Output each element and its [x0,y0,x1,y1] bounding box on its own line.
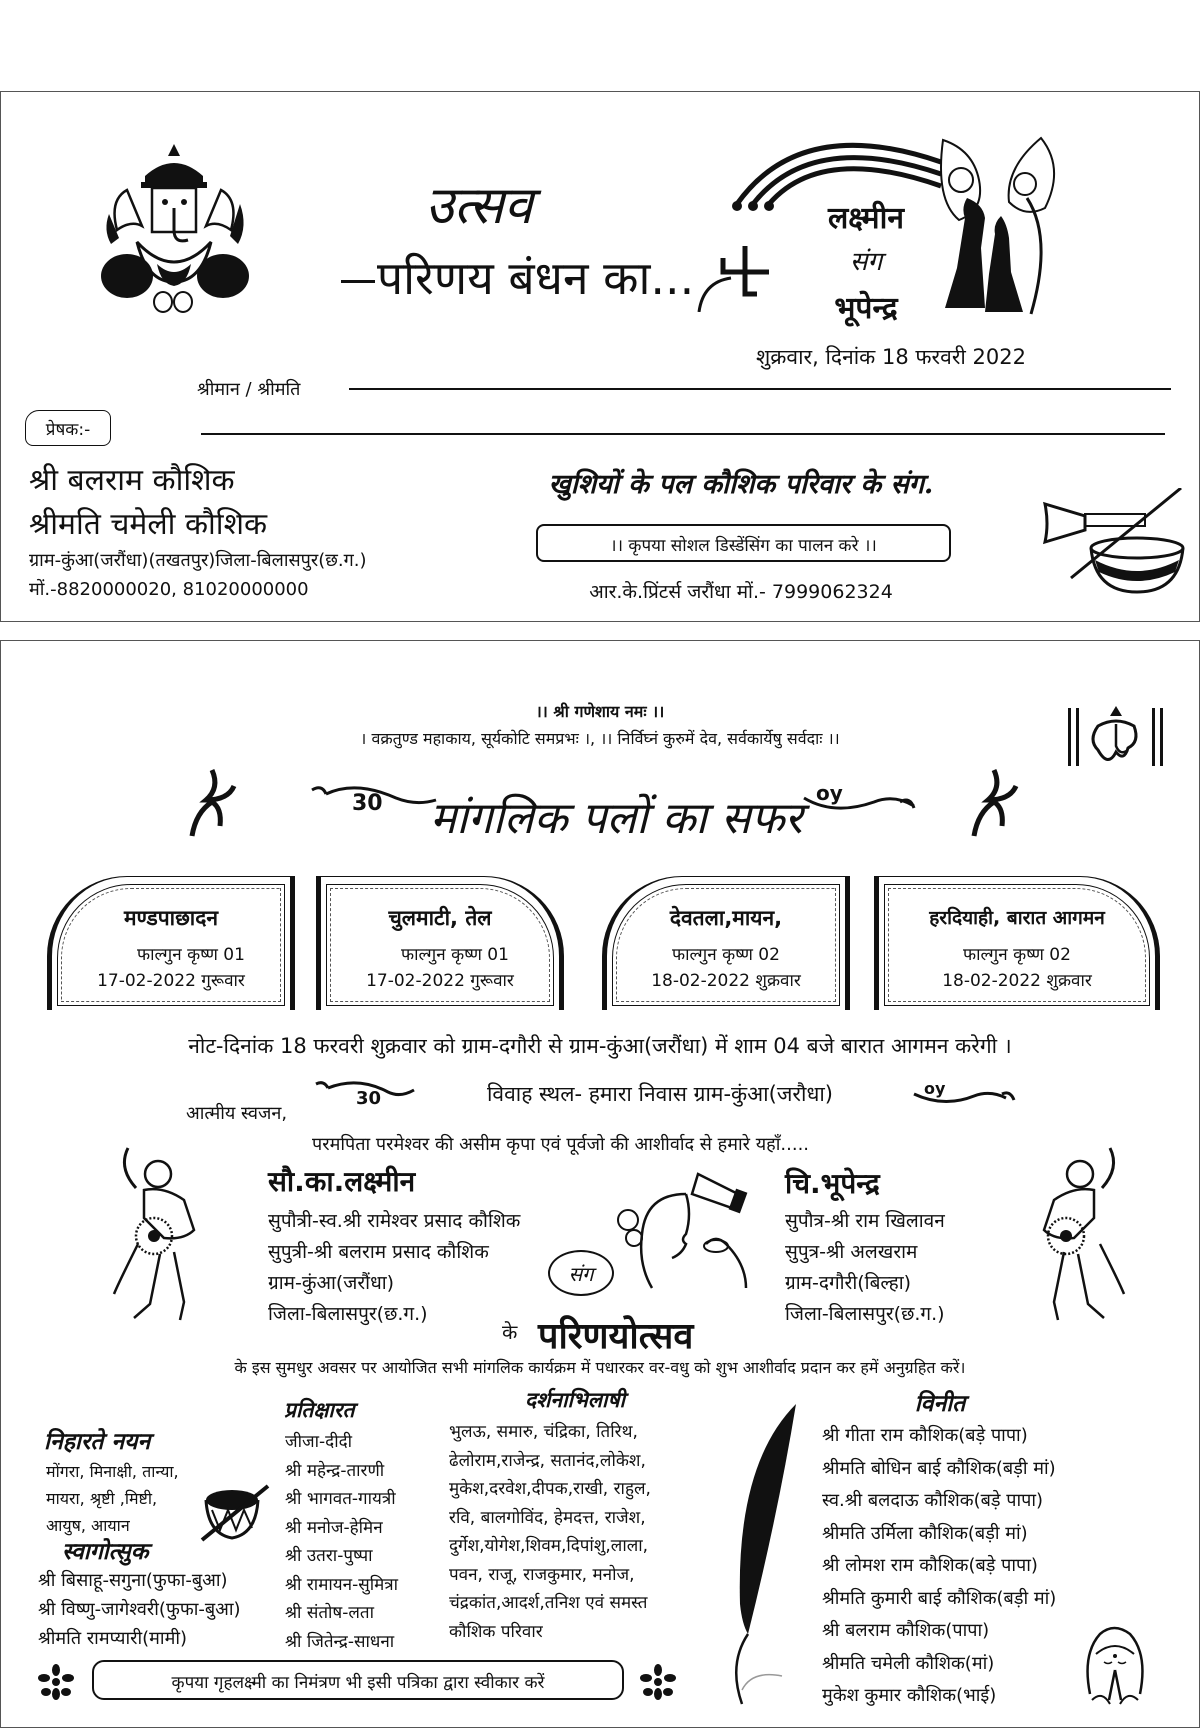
ke-word: के [502,1320,518,1344]
list-item: श्री रामायन-सुमित्रा [285,1574,399,1595]
ganesha-invocation: ।। श्री गणेशाय नमः ।। [535,702,665,721]
bride-details [268,1206,520,1330]
ganesha-icon [97,144,252,314]
bride-detail-line: जिला-बिलासपुर(छ.ग.) [268,1303,428,1325]
blessing-line: परमपिता परमेश्वर की असीम कृपा एवं पूर्वजो की आशीर्वाद से हमारे यहाँ..... [312,1134,810,1155]
svg-text:30: 30 [352,791,383,816]
bride-name: सौ.का.लक्ष्मीन [268,1165,416,1198]
list-item: श्री उतरा-पुष्पा [285,1546,373,1566]
mangalik-heading: मांगलिक पलों का सफर [430,793,803,844]
bride-detail-line: सुपुत्री-श्री बलराम प्रसाद कौशिक [268,1241,489,1263]
printer-credit: आर.के.प्रिंटर्स जरौंधा मों.- 7999062324 [589,581,893,603]
list-item: श्री लोमश राम कौशिक(बड़े पापा) [822,1555,1038,1576]
vineet-list [822,1420,1056,1713]
addressee-line-2[interactable] [201,433,1165,435]
swagatotsuk-list [38,1566,241,1653]
swastik-right-icon [970,768,1020,838]
bride-face-hands-icon [606,1164,756,1294]
list-item: मायरा, श्रृष्टी ,मिष्टी, [46,1489,158,1508]
social-distancing-note-box: ।। कृपया सोशल डिस्डेंसिंग का पालन करे ।। [536,524,951,562]
flower-right-icon [640,1664,676,1700]
venue-swirl-right [910,1076,1020,1108]
list-item: श्री मनोज-हेमिन [285,1517,383,1538]
darshanabhilashi-heading: दर्शनाभिलाषी [525,1387,625,1412]
list-item: मोंगरा, मिनाक्षी, तान्या, [46,1462,179,1481]
groom-detail-line: ग्राम-दगौरी(बिल्हा) [785,1272,912,1294]
list-item: दुर्गेश,योगेश,शिवम,दिपांशु,लाला, [449,1536,649,1556]
swagatotsuk-heading: स्वागोत्सुक [62,1538,149,1565]
list-item: श्रीमति कुमारी बाई कौशिक(बड़ी मां) [822,1587,1057,1609]
groom-name: चि.भूपेन्द्र [785,1167,880,1200]
sender-label-box: प्रेषक:- [25,410,111,446]
event-card-2: चुलमाटी, तेल फाल्गुन कृष्ण 01 17-02-2022 गुरूवार [316,876,564,1010]
list-item: श्री बलराम कौशिक(पापा) [822,1620,990,1641]
sender-address: ग्राम-कुंआ(जरौंधा)(तखतपुर)जिला-बिलासपुर(छ.ग.) [29,550,367,571]
list-item: श्री भागवत-गायत्री [285,1489,396,1509]
list-item: ढेलोराम,राजेन्द्र, सतानंद,लोकेश, [449,1450,646,1471]
bride-name-cover: लक्ष्मीन [827,201,905,236]
ganesha-small-icon [1066,702,1166,768]
list-item: पवन, राजू, राजकुमार, मनोज, [449,1564,635,1585]
swirl-right-decoration [800,780,920,820]
venue-line: विवाह स्थल- हमारा निवास ग्राम-कुंआ(जरौधा) [486,1082,833,1106]
dhol-dancer-left-icon [108,1144,218,1324]
shehnai-drum-icon [1041,488,1191,598]
dhol-instrument-icon [198,1480,274,1546]
list-item: श्रीमति उर्मिला कौशिक(बड़ी मां) [822,1522,1028,1544]
swastik-icon [697,242,777,312]
groom-detail-line: सुपुत्र-श्री अलखराम [785,1241,918,1263]
quill-feather-icon [716,1400,806,1710]
vineet-heading: विनीत [914,1390,966,1417]
venue-swirl-left [312,1076,422,1108]
groom-detail-line: जिला-बिलासपुर(छ.ग.) [785,1303,945,1325]
sang-script: संग [849,247,883,277]
sender-name-2: श्रीमति चमेली कौशिक [29,507,268,542]
list-item: श्री बिसाहू-सगुना(फुफा-बुआ) [38,1570,228,1591]
list-item: श्री गीता राम कौशिक(बड़े पापा) [822,1425,1028,1446]
wedding-date: शुक्रवार, दिनांक 18 फरवरी 2022 [756,345,1026,369]
pratiksharat-heading: प्रतिक्षारत [284,1397,355,1422]
event-card-4: हरदियाही, बारात आगमन फाल्गुन कृष्ण 02 18-02-2022 शुक्रवार [874,876,1160,1010]
event-card-1: मण्डपाछादन फाल्गुन कृष्ण 01 17-02-2022 गुरूवार [47,876,295,1010]
radha-krishna-silhouette-icon [931,128,1067,318]
list-item: श्रीमति बोधिन बाई कौशिक(बड़ी मां) [822,1457,1056,1479]
svg-text:oy: oy [816,781,843,805]
list-item: रवि, बालगोविंद, हेमदत्त, राजेश, [449,1507,646,1528]
sender-phone: मों.-8820000020, 81020000000 [29,579,309,600]
groom-name-cover: भूपेन्द्र [834,291,898,326]
list-item: चंद्रकांत,आदर्श,तनिश एवं समस्त [449,1593,648,1613]
request-line: के इस सुमधुर अवसर पर आयोजित सभी मांगलिक कार्यक्रम में पधारकर वर-वधु को शुभ आशीर्वाद प्रदान कर हमें अनुग्रहित करें। [234,1358,966,1377]
list-item: श्री संतोष-लता [285,1603,375,1623]
utsav-script-title: उत्सव [425,176,533,236]
niharte-nayan-list [46,1458,179,1539]
shloka-line: । वक्रतुण्ड महाकाय, सूर्यकोटि समप्रभः ।, ।। निर्विघ्नं कुरुमें देव, सर्वकार्येषु सर्वदाः ।। [360,729,840,748]
addressee-label: श्रीमान / श्रीमति [197,379,301,400]
list-item: जीजा-दीदी [285,1432,353,1452]
swirl-left-decoration [308,780,438,820]
list-item: स्व.श्री बलदाऊ कौशिक(बड़े पापा) [822,1490,1044,1511]
bride-detail-line: ग्राम-कुंआ(जरौंधा) [268,1272,395,1294]
flower-left-icon [38,1664,74,1700]
list-item: श्रीमति चमेली कौशिक(मां) [822,1652,995,1674]
bride-detail-line: सुपौत्री-स्व.श्री रामेश्वर प्रसाद कौशिक [268,1210,521,1232]
pratiksharat-list [285,1428,398,1656]
addressee-line-1[interactable] [349,388,1171,390]
swastik-left-icon [188,768,238,838]
niharte-nayan-heading: निहारते नयन [44,1428,151,1455]
sang-badge: संग [548,1250,614,1296]
svg-text:30: 30 [356,1088,382,1108]
envelope-panel [0,91,1200,622]
family-tagline: खुशियों के पल कौशिक परिवार के संग. [548,469,934,500]
list-item: कौशिक परिवार [449,1621,543,1642]
svg-text:oy: oy [924,1079,946,1098]
list-item: श्री महेन्द्र-तारणी [285,1460,385,1481]
grihalakshmi-note-box: कृपया गृहलक्ष्मी का निमंत्रण भी इसी पत्रिका द्वारा स्वीकार करें [92,1660,624,1700]
sender-name-1: श्री बलराम कौशिक [29,463,235,498]
greeting: आत्मीय स्वजन, [186,1103,288,1124]
namaste-woman-icon [1082,1624,1148,1708]
list-item: मुकेश कुमार कौशिक(भाई) [822,1685,997,1706]
darshanabhilashi-list [449,1418,651,1646]
groom-detail-line: सुपौत्र-श्री राम खिलावन [785,1210,945,1232]
list-item: मुकेश,दरवेश,दीपक,राखी, राहुल, [449,1479,651,1499]
groom-details [785,1206,945,1330]
list-item: भुलऊ, समारु, चंद्रिका, तिरिथ, [449,1422,638,1442]
parinay-subtitle: परिणय बंधन का... [341,246,694,308]
list-item: श्री विष्णु-जागेश्वरी(फुफा-बुआ) [38,1599,241,1620]
list-item: श्रीमति रामप्यारी(मामी) [38,1628,188,1649]
baraat-note: नोट-दिनांक 18 फरवरी शुक्रवार को ग्राम-दगौरी से ग्राम-कुंआ(जरौंधा) में शाम 04 बजे बारात आगमन करेगी । [188,1034,1012,1058]
occasion-title: परिणयोत्सव [538,1316,694,1357]
event-card-3: देवतला,मायन, फाल्गुन कृष्ण 02 18-02-2022 शुक्रवार [602,876,850,1010]
dhol-dancer-right-icon [1020,1144,1130,1324]
list-item: श्री जितेन्द्र-साधना [285,1631,395,1652]
list-item: आयुष, आयान [46,1516,130,1535]
